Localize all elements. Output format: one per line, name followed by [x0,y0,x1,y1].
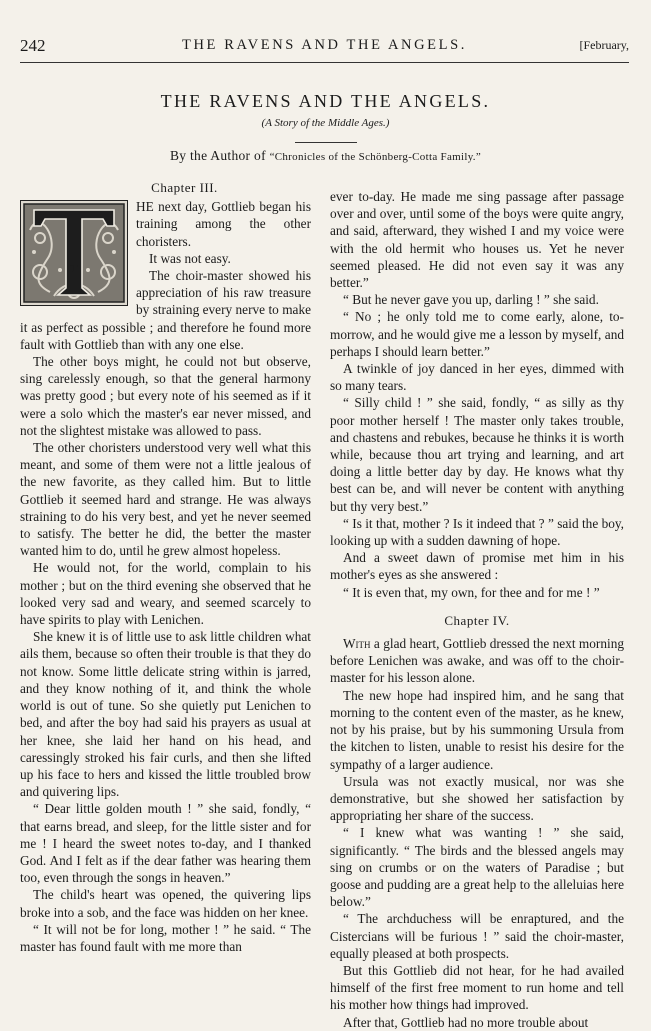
page-number: 242 [20,36,46,55]
paragraph: The other boys might, he could not but observe, sing carelessly enough, so that the general harmony was pretty good ; but every note of his seemed as if it were a solo which the master's ear never missed, and not the slightest mistake was allowed to pass. [20,354,311,438]
paragraph: She knew it is of little use to ask little children what ails them, because so often their trouble is that they do not know. Some little delicate string within is jarred, and they know nothing of it, and think the whole world is out of tune. So she quietly put Lenichen to bed, and after the boy had said his prayers as usual at her knee, she laid her hand on his head, and caressingly stroked his fair curls, and then she lifted up his face to hers and kissed the little troubled brow and quivering lips. [20,629,311,800]
paragraph: HE next day, Gottlieb began his training among the other choristers. [136,199,311,249]
paragraph: “ No ; he only told me to come early, alone, to-morrow, and he would give me a lesson by myself, and perhaps I should learn better.” [330,309,624,359]
right-column [330,188,624,1031]
paragraph: ever to-day. He made me sing passage after passage over and over, until some of the boys were quite angry, and said, afterward, they wished I and my voice were with the old hermit who houses us. Yet he never seemed pleased. He did not even say it was any better.” [330,189,624,291]
paragraph [330,635,624,687]
left-column [20,179,311,955]
paragraph: The new hope had inspired him, and he sang that morning to the content even of the master, as he knew, not by his praise, but by his summoning Ursula from the kitchen to listen, unable to resist his desire for the sympathy of a larger audience. [330,687,624,772]
paragraph: The child's heart was opened, the quivering lips broke into a sob, and the face was hidden on her knee. [20,887,311,920]
paragraph: “ Silly child ! ” she said, fondly, “ as silly as thy poor mother herself ! The master only takes trouble, and chastens and rebukes, because he thinks it is worth while, because thou art trying and learning, and art doing a little better day by day. He knows what thy best can be, and will never be content with anything but thy very best.” [330,395,624,514]
paragraph: “ But he never gave you up, darling ! ” she said. [343,292,599,308]
opening-word: With [343,636,371,652]
svg-text:T: T [70,261,78,276]
paragraph: After that, Gottlieb had no more trouble about [343,1014,589,1030]
title-rule [295,142,357,143]
header-rule [20,62,629,63]
chapter-heading: Chapter III. [151,180,218,195]
running-head [20,36,629,56]
paragraph: He would not, for the world, complain to his mother ; but on the third evening she observed that he looked very sad and weary, and seemed scarcely to have spirits to play with Lenichen. [20,560,311,628]
paragraph: A twinkle of joy danced in her eyes, dimmed with so many tears. [330,361,624,394]
paragraph: The choir-master showed his appreciation of his raw treasure by straining every nerve to make it as perfect as possible ; and therefore he found more fault with Gottlieb than with any one else. [20,268,311,352]
paragraph: And a sweet dawn of promise met him in his mother's eyes as she answered : [330,550,624,583]
paragraph: “ I knew what was wanting ! ” she said, significantly. “ The birds and the blessed angels may sing on crumbs or on the waters of Paradise ; but goose and pudding are a great help to the alleluias here below.” [330,825,624,910]
byline [0,148,651,164]
paragraph: It was not easy. [149,250,231,266]
paragraph: Ursula was not exactly musical, nor was she demonstrative, but she showed her satisfaction by appropriating her share of the success. [330,773,624,824]
paragraph: “ Is it that, mother ? Is it indeed that ? ” said the boy, looking up with a sudden dawning of hope. [330,515,624,549]
article-subtitle: (A Story of the Middle Ages.) [261,117,390,129]
opening-text: a glad heart, Gottlieb dressed the next morning before Lenichen was awake, and was off to the choir-master for his lesson alone. [330,636,624,686]
paragraph: “ Dear little golden mouth ! ” she said, fondly, “ that earns bread, and sleep, for the little sister and for me ! I heard the sweet notes to-day, and I thanked God. And I felt as if the dear father was hearing them too, even through the songs in heaven.” [20,801,311,886]
byline-prefix: By the Author of [169,148,266,163]
paragraph: “ It is even that, my own, for thee and for me ! ” [343,584,600,600]
running-month: [February, [579,38,629,52]
chapter-heading: Chapter IV. [444,612,510,628]
byline-work: “Chronicles of the Schönberg-Cotta Family.” [269,151,482,163]
paragraph: “ It will not be for long, mother ! ” he said. “ The master has found fault with me more than [20,921,311,954]
paragraph: “ The archduchess will be enraptured, and the Cistercians will be furious ! ” said the choir-master, equally pleased at both prospects. [330,911,624,961]
paragraph: The other choristers understood very well what this meant, and some of them were not a little jealous of the new favorite, as they called him. But to little Gottlieb it seemed hard and strange. He was always straining to do his very best, and yet he never seemed to satisfy. The better he did, the better the master wanted him to do, until he grew almost hopeless. [20,440,311,559]
ornamental-initial-t [20,200,128,306]
article-title: THE RAVENS AND THE ANGELS. [160,91,491,111]
running-title: THE RAVENS AND THE ANGELS. [182,37,467,53]
paragraph: But this Gottlieb did not hear, for he had availed himself of the first free moment to run home and tell his mother how things had improved. [330,962,624,1013]
